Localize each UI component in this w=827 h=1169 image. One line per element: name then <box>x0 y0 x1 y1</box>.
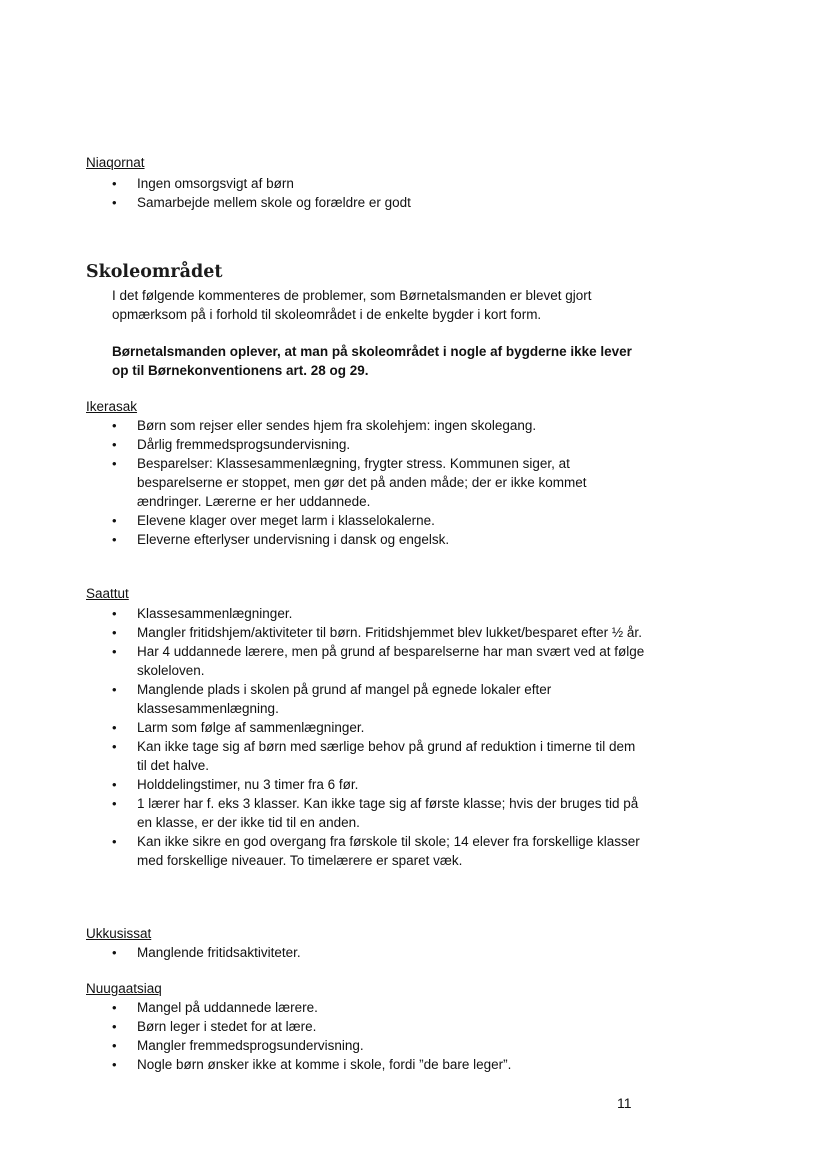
section-title-ukkusissat: Ukkusissat <box>86 926 152 941</box>
list-item: • Manglende fritidsaktiviteter. <box>86 943 646 962</box>
niaqornat-list <box>86 174 646 212</box>
section-title-niaqornat: Niaqornat <box>86 155 145 170</box>
list-item: • Kan ikke tage sig af børn med særlige behov på grund af reduktion i timerne til dem til det halve. <box>86 737 646 775</box>
ukkusissat-list <box>86 943 646 962</box>
list-item: • Mangler fremmedsprogsundervisning. <box>86 1036 646 1055</box>
list-item: • Nogle børn ønsker ikke at komme i skole, fordi ”de bare leger”. <box>86 1055 646 1074</box>
list-item: • Børn leger i stedet for at lære. <box>86 1017 646 1036</box>
saattut-list <box>86 604 646 870</box>
list-item: • Holddelingstimer, nu 3 timer fra 6 før. <box>86 775 646 794</box>
list-item: • Kan ikke sikre en god overgang fra førskole til skole; 14 elever fra forskellige klasser med forskellige niveauer. To timelærere er sparet væk. <box>86 832 646 870</box>
list-item: • Har 4 uddannede lærere, men på grund af besparelserne har man svært ved at følge skoleloven. <box>86 642 646 680</box>
list-item: • Manglende plads i skolen på grund af mangel på egnede lokaler efter klassesammenlægning. <box>86 680 646 718</box>
nuugaatsiaq-list <box>86 998 646 1074</box>
intro-paragraph: I det følgende kommenteres de problemer, som Børnetalsmanden er blevet gjort opmærksom på i forhold til skoleområdet i de enkelte bygder i kort form. <box>112 288 592 322</box>
list-item: • Besparelser: Klassesammenlægning, frygter stress. Kommunen siger, at besparelserne er stoppet, men gør det på anden måde; der er ikke kommet ændringer. Lærerne er her uddannede. <box>86 454 646 511</box>
section-title-nuugaatsiaq: Nuugaatsiaq <box>86 981 162 996</box>
list-item: • Elevene klager over meget larm i klasselokalerne. <box>86 511 646 530</box>
section-heading-skoleomraadet: Skoleområdet <box>86 262 223 282</box>
list-item: • Ingen omsorgsvigt af børn <box>86 174 646 193</box>
list-item: • Samarbejde mellem skole og forældre er godt <box>86 193 646 212</box>
section-title-saattut: Saattut <box>86 586 129 601</box>
list-item: • Larm som følge af sammenlægninger. <box>86 718 646 737</box>
list-item: • Mangel på uddannede lærere. <box>86 998 646 1017</box>
list-item: • Dårlig fremmedsprogsundervisning. <box>86 435 646 454</box>
list-item: • Mangler fritidshjem/aktiviteter til børn. Fritidshjemmet blev lukket/besparet efter ½ år. <box>86 623 646 642</box>
list-item: • 1 lærer har f. eks 3 klasser. Kan ikke tage sig af første klasse; hvis der bruges tid på en klasse, er der ikke tid til en anden. <box>86 794 646 832</box>
list-item: • Eleverne efterlyser undervisning i dansk og engelsk. <box>86 530 646 549</box>
section-title-ikerasak: Ikerasak <box>86 399 138 414</box>
ikerasak-list <box>86 416 646 549</box>
page-number: 11 <box>617 1095 632 1111</box>
statement-paragraph: Børnetalsmanden oplever, at man på skoleområdet i nogle af bygderne ikke lever op til Børnekonventionens art. 28 og 29. <box>112 344 632 378</box>
list-item: • Klassesammenlægninger. <box>86 604 646 623</box>
list-item: • Børn som rejser eller sendes hjem fra skolehjem: ingen skolegang. <box>86 416 646 435</box>
